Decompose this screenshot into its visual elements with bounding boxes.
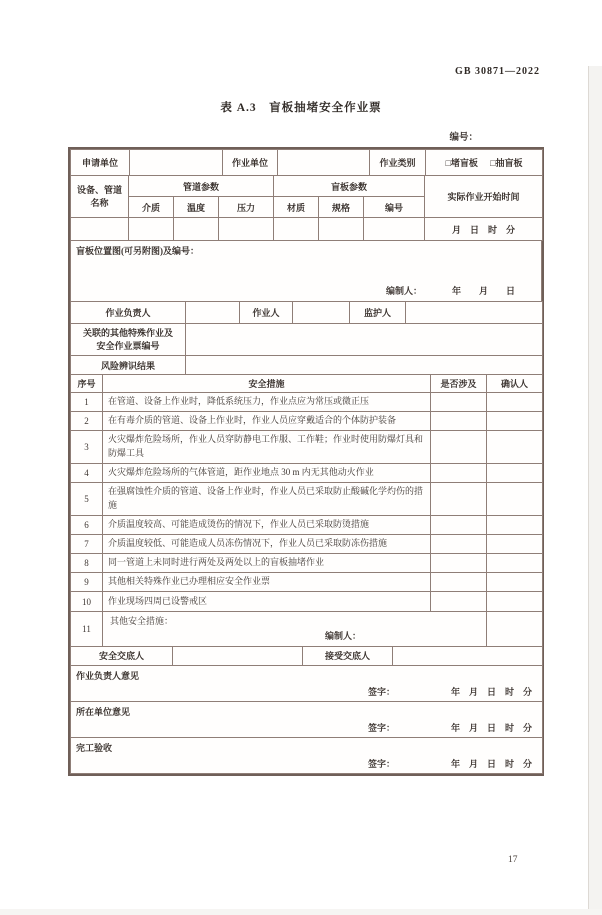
measure-text: 作业现场四周已设警戒区 [103,592,431,612]
involved-field[interactable] [431,393,487,412]
measures-header-confirmer: 确认人 [487,375,543,393]
serial-number-label: 编号： [449,133,478,143]
work-category-label: 作业类别 [370,150,426,176]
diagram-date-format: 年 月 日 [451,286,515,296]
measure-text: 介质温度较低、可能造成人员冻伤情况下，作业人员已采取防冻伤措施 [103,535,431,554]
safety-briefer-field[interactable] [173,646,303,665]
pressure-field[interactable] [219,218,274,241]
medium-label: 介质 [129,197,174,218]
measure-no: 3 [71,431,103,464]
temperature-label: 温度 [174,197,219,218]
applicant-unit-field[interactable] [130,150,223,176]
work-category-options [426,150,543,176]
completion-sign-line [74,757,539,772]
leader-opinion-sign-line [74,685,539,700]
diagram-preparer-label: 编制人： [385,286,422,296]
measures-header-index: 序号 [71,375,103,393]
page-title: 表 A.3 盲板抽堵安全作业票 [220,102,382,114]
equipment-name-field[interactable] [71,218,129,241]
work-leader-field[interactable] [186,302,240,324]
measure-text: 同一管道上未同时进行两处及两处以上的盲板抽堵作业 [103,554,431,573]
checkbox-extract-blind-plate[interactable]: □抽盲板 [490,158,523,168]
measure-text: 火灾爆炸危险场所的气体管道，距作业地点 30 m 内无其他动火作业 [103,464,431,483]
involved-field[interactable] [431,412,487,431]
sign-date-format: 年 月 日 时 分 [450,722,532,733]
measure-no: 9 [71,573,103,592]
other-measures-cell[interactable] [103,612,487,647]
related-permits-label-line1: 关联的其他特殊作业及 [82,328,173,339]
measures-header-involved: 是否涉及 [431,375,487,393]
pressure-label: 压力 [219,197,274,218]
applicant-unit-label: 申请单位 [71,150,130,176]
measure-row [71,612,543,647]
confirmer-field[interactable] [487,535,543,554]
briefing-receiver-field[interactable] [393,646,543,665]
confirmer-field[interactable] [487,573,543,592]
measure-row [71,483,543,516]
measures-header-measure: 安全措施 [103,375,431,393]
standard-code: GB 30871—2022 [455,66,540,77]
temperature-field[interactable] [174,218,219,241]
measure-text: 在管道、设备上作业时，降低系统压力，作业点应为常压或微正压 [103,393,431,412]
equipment-name-label [71,176,129,218]
measure-no: 5 [71,483,103,516]
equipment-name-label-line2: 名称 [90,197,109,208]
measure-row [71,573,543,592]
measure-no: 11 [71,612,103,647]
measure-no: 1 [71,393,103,412]
blind-code-label: 编号 [364,197,425,218]
work-unit-label: 作业单位 [223,150,278,176]
measure-text: 在有毒介质的管道、设备上作业时，作业人员应穿戴适合的个体防护装备 [103,412,431,431]
measure-row [71,592,543,612]
actual-start-time-label: 实际作业开始时间 [425,176,543,218]
risk-identification-field[interactable] [186,356,543,375]
confirmer-field[interactable] [487,464,543,483]
unit-opinion-cell[interactable] [71,701,543,737]
sign-label: 签字： [367,722,395,733]
confirmer-field[interactable] [487,431,543,464]
leader-opinion-cell[interactable] [71,665,543,701]
diagram-label: 盲板位置图(可另附图)及编号： [76,246,199,256]
measure-text: 在强腐蚀性介质的管道、设备上作业时，作业人员已采取防止酸碱化学灼伤的措施 [103,483,431,516]
page-number: 17 [508,855,518,865]
measure-row [71,535,543,554]
measure-row [71,516,543,535]
work-leader-label: 作业负责人 [71,302,186,324]
confirmer-field[interactable] [487,412,543,431]
unit-opinion-sign-line [74,721,539,736]
measure-no: 8 [71,554,103,573]
involved-field[interactable] [431,516,487,535]
involved-field[interactable] [431,554,487,573]
measure-row [71,393,543,412]
measure-text: 火灾爆炸危险场所，作业人员穿防静电工作服、工作鞋；作业时使用防爆灯具和防爆工具 [103,431,431,464]
sign-date-format: 年 月 日 时 分 [450,686,532,697]
sign-label: 签字： [367,686,395,697]
measure-text: 其他相关特殊作业已办理相应安全作业票 [103,573,431,592]
involved-field[interactable] [431,464,487,483]
info-table-top [70,149,543,176]
start-time-field[interactable]: 月 日 时 分 [425,218,543,241]
measure-no: 7 [71,535,103,554]
measure-row [71,554,543,573]
parameters-table [70,175,543,241]
spec-label: 规格 [319,197,364,218]
blind-plate-diagram-area[interactable] [70,240,542,302]
confirmer-field[interactable] [487,393,543,412]
diagram-preparer-line [71,284,541,301]
briefing-receiver-label: 接受交底人 [303,646,393,665]
measure-row [71,464,543,483]
sign-date-format: 年 月 日 时 分 [450,758,532,769]
equipment-name-label-line1: 设备、管道 [76,185,122,196]
material-label: 材质 [274,197,319,218]
related-risk-table [70,323,543,375]
guardian-field[interactable] [406,302,543,324]
confirmer-field[interactable] [487,483,543,516]
unit-opinion-label: 所在单位意见 [76,706,131,717]
opinions-table [70,665,543,774]
confirmer-field[interactable] [487,554,543,573]
safety-briefer-label: 安全交底人 [71,646,173,665]
measure-row [71,431,543,464]
scan-page-edge [588,66,602,915]
measure-no: 2 [71,412,103,431]
work-permit-form [68,147,544,776]
risk-identification-label: 风险辨识结果 [71,356,186,375]
safety-measures-table [70,374,543,647]
medium-field[interactable] [129,218,174,241]
confirmer-field[interactable] [487,516,543,535]
involved-field[interactable] [431,535,487,554]
personnel-table [70,301,543,324]
guardian-label: 监护人 [350,302,406,324]
leader-opinion-label: 作业负责人意见 [76,670,140,681]
checkbox-plug-blind-plate[interactable]: □堵盲板 [445,158,478,168]
measures-preparer-label: 编制人： [324,630,361,641]
measure-text: 介质温度较高、可能造成烫伤的情况下，作业人员已采取防烫措施 [103,516,431,535]
blind-code-field[interactable] [364,218,425,241]
completion-acceptance-cell[interactable] [71,737,543,773]
briefing-table [70,646,543,666]
related-permits-field[interactable] [186,324,543,356]
measure-no: 6 [71,516,103,535]
worker-field[interactable] [293,302,350,324]
completion-acceptance-label: 完工验收 [76,742,113,753]
confirmer-field[interactable] [487,612,543,647]
scan-page-edge-bottom [0,909,602,915]
material-field[interactable] [274,218,319,241]
other-measures-label: 其他安全措施： [110,616,174,626]
sign-label: 签字： [367,758,395,769]
involved-field[interactable] [431,573,487,592]
measure-row [71,412,543,431]
involved-field[interactable] [431,592,487,612]
measure-no: 4 [71,464,103,483]
blind-params-label: 盲板参数 [274,176,425,197]
spec-field[interactable] [319,218,364,241]
involved-field[interactable] [431,431,487,464]
work-unit-field[interactable] [278,150,370,176]
involved-field[interactable] [431,483,487,516]
confirmer-field[interactable] [487,592,543,612]
related-permits-label [71,324,186,356]
worker-label: 作业人 [240,302,293,324]
pipe-params-label: 管道参数 [129,176,274,197]
related-permits-label-line2: 安全作业票编号 [96,340,160,351]
measure-no: 10 [71,592,103,612]
